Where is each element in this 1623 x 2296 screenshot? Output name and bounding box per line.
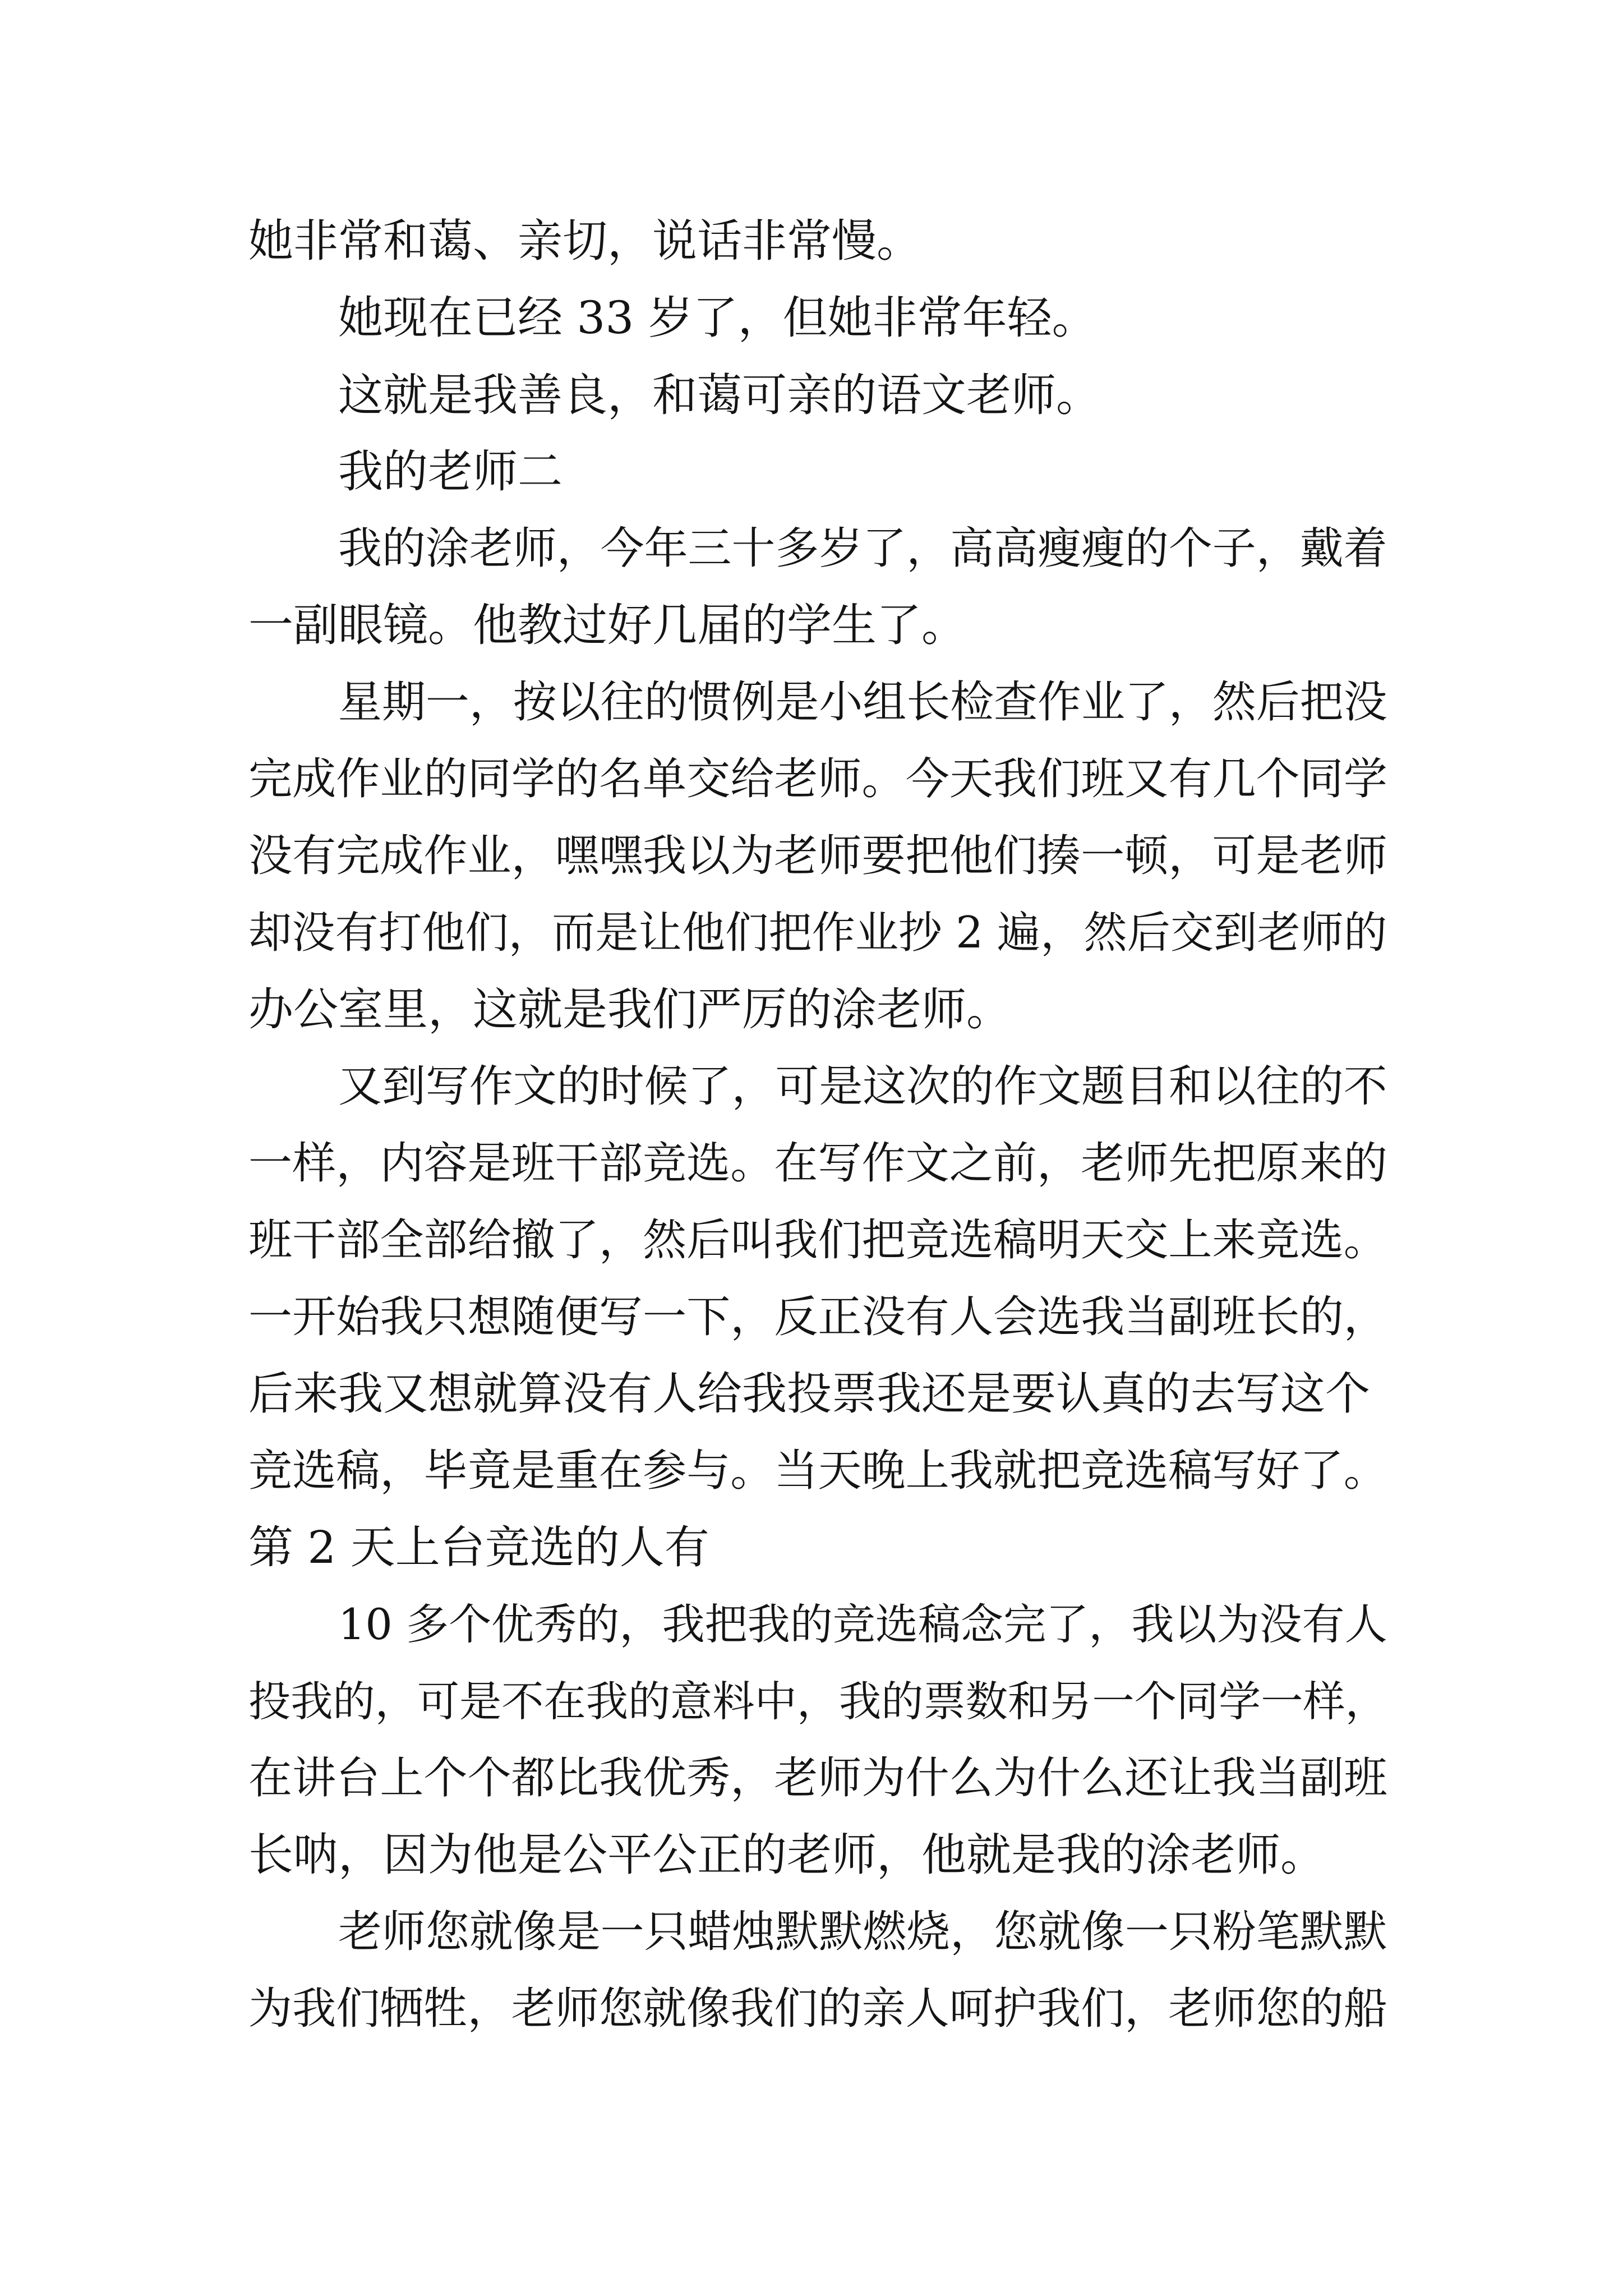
text-line: 老师您就像是一只蜡烛默默燃烧，您就像一只粉笔默默	[338, 1907, 1387, 1957]
text-line: 办公室里，这就是我们严厉的涂老师。	[248, 983, 1011, 1036]
text-line: 一样，内容是班干部竞选。在写作文之前，老师先把原来的	[248, 1138, 1387, 1189]
text-line: 她非常和蔼、亲切，说话非常慢。	[248, 215, 921, 267]
text-line: 没有完成作业，嘿嘿我以为老师要把他们揍一顿，可是老师	[248, 830, 1387, 881]
text-line: 却没有打他们，而是让他们把作业抄 2 遍，然后交到老师的	[248, 908, 1387, 958]
text-line: 完成作业的同学的名单交给老师。今天我们班又有几个同学	[248, 753, 1387, 804]
text-line: 在讲台上个个都比我优秀，老师为什么为什么还让我当副班	[248, 1752, 1387, 1803]
text-line: 一副眼镜。他教过好几届的学生了。	[248, 599, 966, 651]
text-line: 竞选稿，毕竟是重在参与。当天晚上我就把竞选稿写好了。	[248, 1445, 1387, 1496]
text-line: 又到写作文的时候了，可是这次的作文题目和以往的不	[338, 1061, 1387, 1112]
text-line: 10 多个优秀的，我把我的竞选稿念完了，我以为没有人	[338, 1599, 1387, 1649]
text-line: 这就是我善良，和蔼可亲的语文老师。	[338, 369, 1101, 421]
text-line: 我的涂老师，今年三十多岁了，高高瘦瘦的个子，戴着	[338, 523, 1387, 574]
section-heading: 我的老师二	[338, 445, 562, 498]
text-line: 后来我又想就算没有人给我投票我还是要认真的去写这个	[248, 1368, 1370, 1420]
text-line: 投我的，可是不在我的意料中，我的票数和另一个同学一样，	[248, 1677, 1387, 1726]
text-line: 星期一，按以往的惯例是小组长检查作业了，然后把没	[338, 677, 1387, 728]
text-line: 一开始我只想随便写一下，反正没有人会选我当副班长的，	[248, 1291, 1387, 1342]
text-line: 为我们牺牲，老师您就像我们的亲人呵护我们，老师您的船	[248, 1983, 1387, 2034]
text-line: 第 2 天上台竞选的人有	[248, 1521, 709, 1573]
text-line: 她现在已经 33 岁了，但她非常年轻。	[338, 292, 1097, 344]
text-line: 长呐，因为他是公平公正的老师，他就是我的涂老师。	[248, 1829, 1325, 1881]
text-line: 班干部全部给撤了，然后叫我们把竞选稿明天交上来竞选。	[248, 1214, 1387, 1266]
